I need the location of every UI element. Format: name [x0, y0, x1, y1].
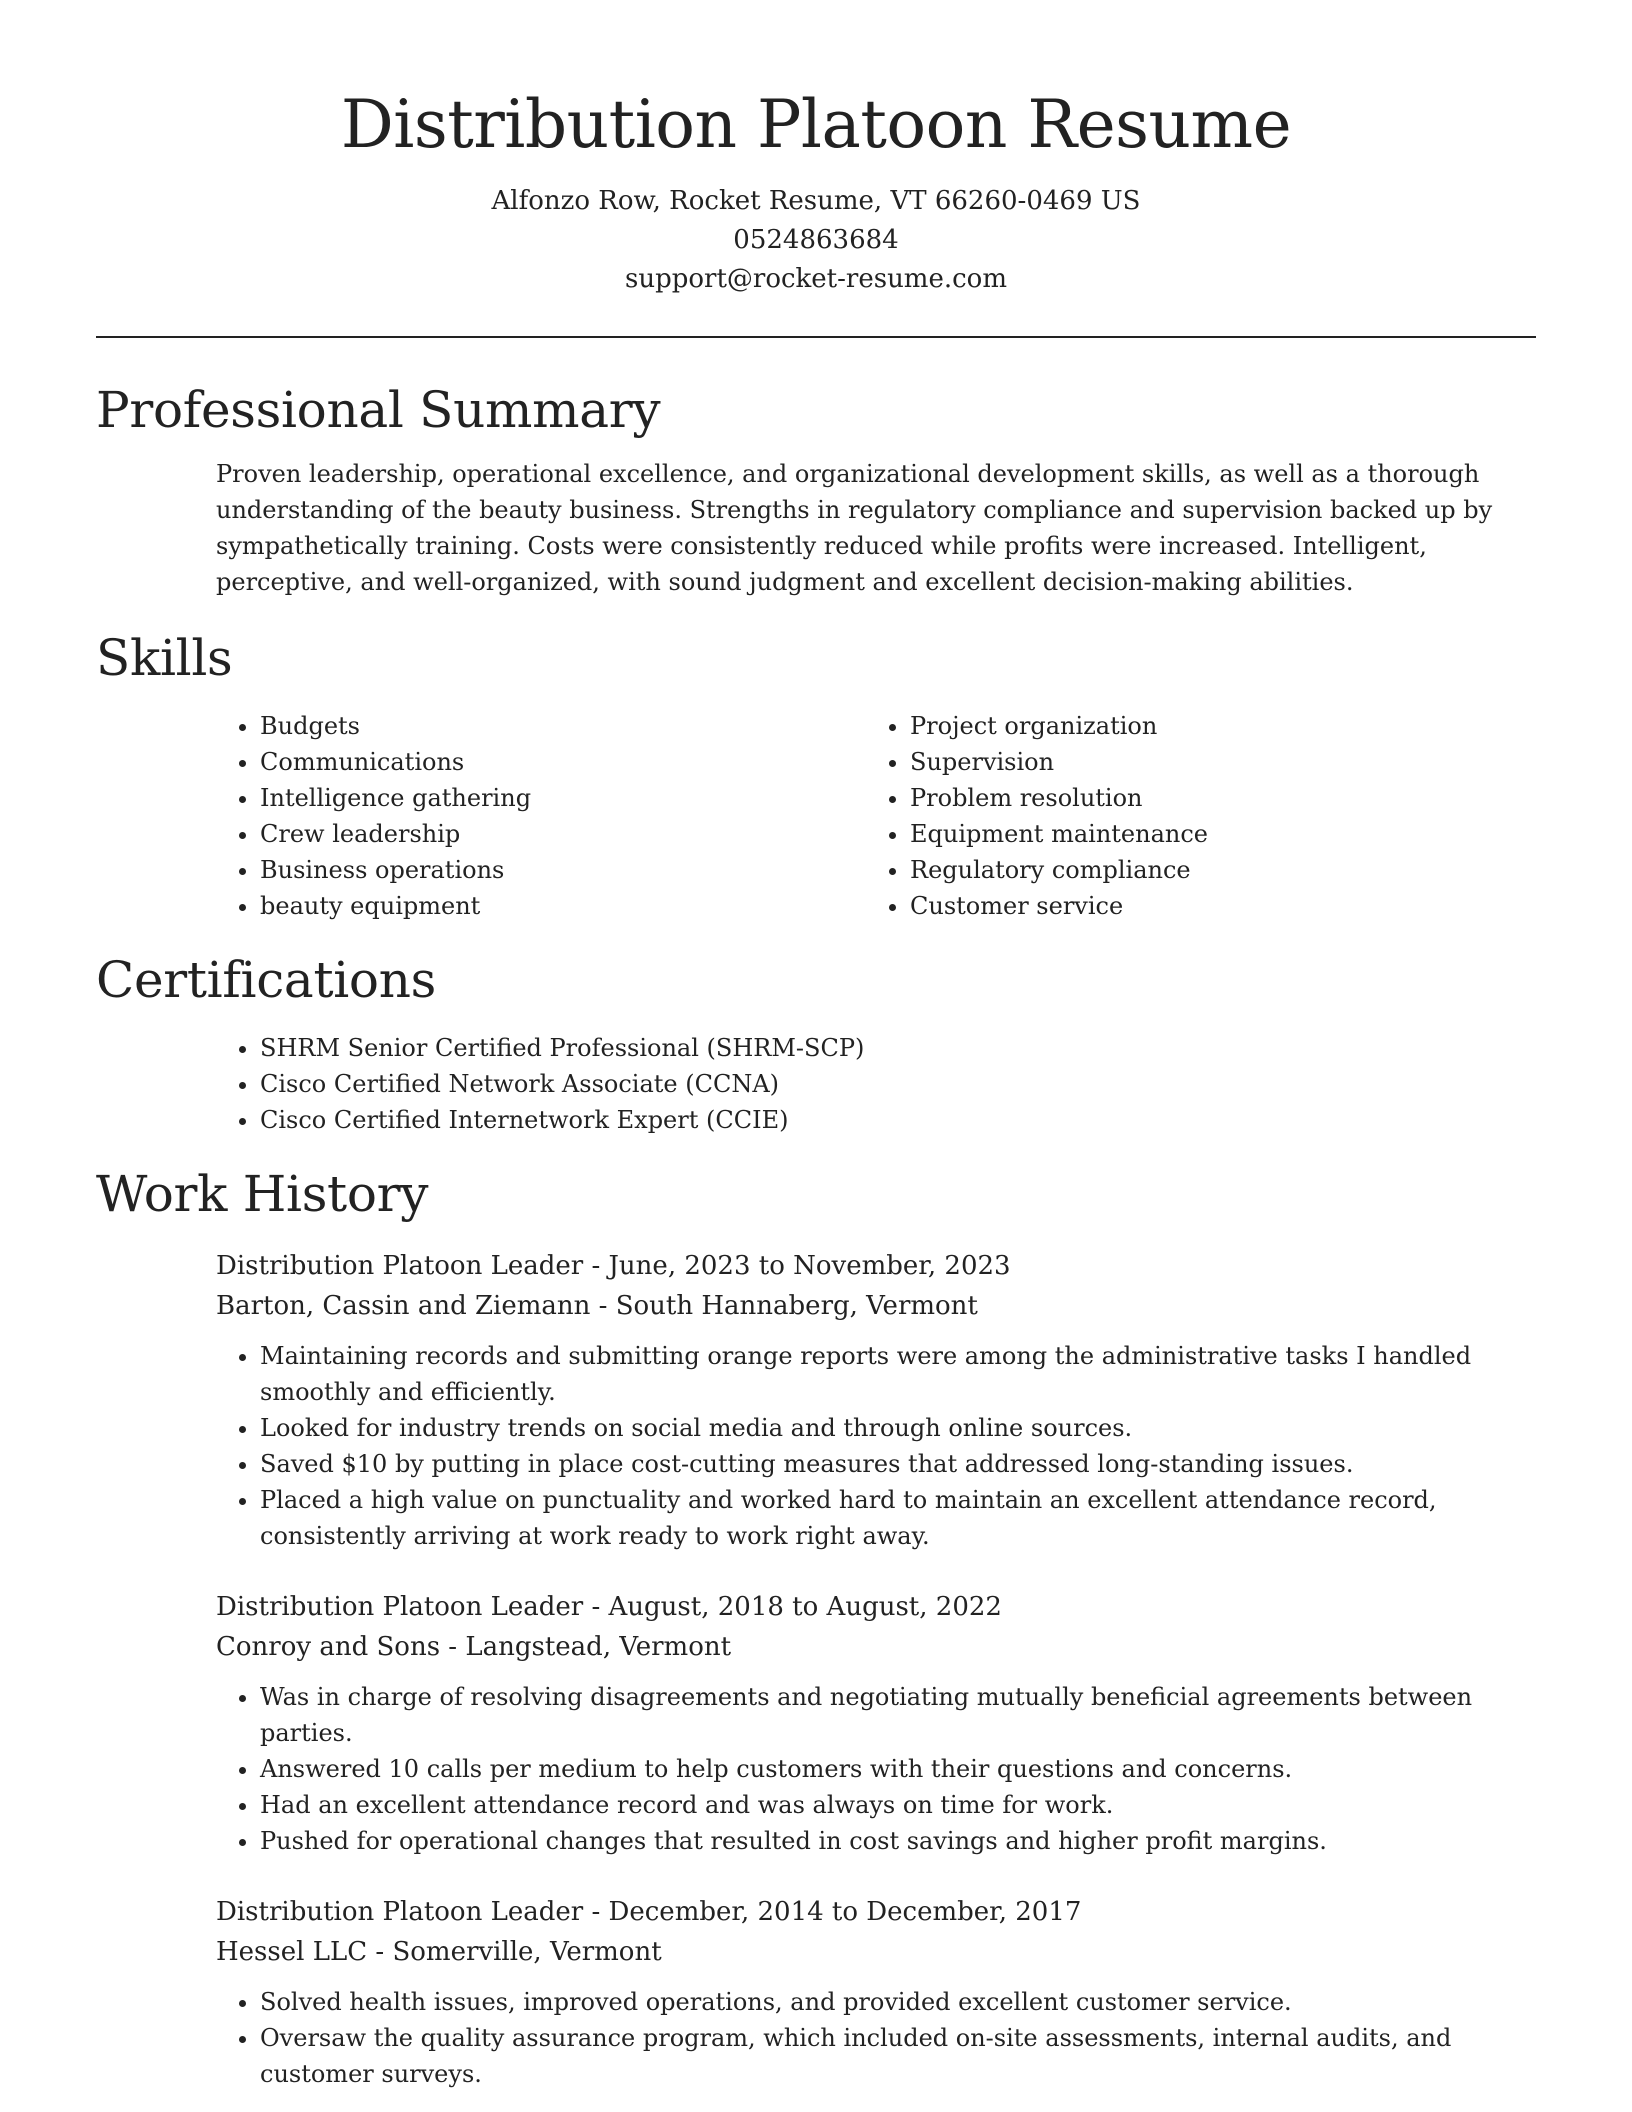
- job-bullets: [216, 1679, 1536, 1859]
- skills-column-right: [866, 708, 1516, 924]
- contact-block: [96, 182, 1536, 299]
- certification-item: • Cisco Certified Network Associate (CCNA): [260, 1066, 1536, 1102]
- certifications-list: [216, 1030, 1536, 1138]
- resume-page: [96, 0, 1536, 2092]
- certifications-heading: Certifications: [96, 951, 436, 1009]
- skills-column-left: [216, 708, 866, 924]
- skill-item: • Project organization: [910, 708, 1516, 744]
- contact-phone: 0524863684: [733, 225, 899, 255]
- skills-heading: Skills: [96, 629, 233, 687]
- job-bullet: • Had an excellent attendance record and was always on time for work.: [260, 1787, 1536, 1823]
- job-entry: [216, 1587, 1536, 1859]
- job-bullet: • Saved $10 by putting in place cost-cutting measures that addressed long-standing issues.: [260, 1446, 1536, 1482]
- job-bullet: • Pushed for operational changes that resulted in cost savings and higher profit margins.: [260, 1823, 1536, 1859]
- summary-text: Proven leadership, operational excellence, and organizational development skills, as well as a thorough understanding of the beauty business. Strengths in regulatory compliance and supervision backed up by sympathetically training. Costs were consistently reduced while profits were increased. Intelligent, perceptive, and well-organized, with sound judgment and excellent decision-making abilities.: [216, 460, 1493, 596]
- job-company-line: Conroy and Sons - Langstead, Vermont: [216, 1632, 732, 1662]
- certification-item: • SHRM Senior Certified Professional (SHRM-SCP): [260, 1030, 1536, 1066]
- contact-address: Alfonzo Row, Rocket Resume, VT 66260-0469 US: [491, 186, 1141, 216]
- skill-item: • Regulatory compliance: [910, 852, 1516, 888]
- job-bullet: • Placed a high value on punctuality and worked hard to maintain an excellent attendance record, consistently arriving at work ready to work right away.: [260, 1482, 1536, 1554]
- skill-item: • Crew leadership: [260, 816, 866, 852]
- skill-item: • Business operations: [260, 852, 866, 888]
- skill-item: • beauty equipment: [260, 888, 866, 924]
- skill-item: • Intelligence gathering: [260, 780, 866, 816]
- job-bullets: [216, 1338, 1536, 1554]
- skill-item: • Customer service: [910, 888, 1516, 924]
- job-title-line: Distribution Platoon Leader - December, 2014 to December, 2017: [216, 1897, 1082, 1927]
- job-entry: [216, 1892, 1536, 2092]
- job-bullet: • Solved health issues, improved operations, and provided excellent customer service.: [260, 1984, 1536, 2020]
- resume-title: Distribution Platoon Resume: [340, 86, 1292, 163]
- job-bullets: [216, 1984, 1536, 2092]
- summary-heading: Professional Summary: [96, 381, 661, 439]
- skill-item: • Budgets: [260, 708, 866, 744]
- job-company-line: Barton, Cassin and Ziemann - South Hannaberg, Vermont: [216, 1291, 978, 1321]
- job-bullet: • Answered 10 calls per medium to help customers with their questions and concerns.: [260, 1751, 1536, 1787]
- skill-item: • Problem resolution: [910, 780, 1516, 816]
- job-bullet: • Oversaw the quality assurance program, which included on-site assessments, internal audits, and customer surveys.: [260, 2020, 1536, 2092]
- contact-email: support@rocket-resume.com: [624, 264, 1007, 294]
- job-bullet: • Looked for industry trends on social media and through online sources.: [260, 1410, 1536, 1446]
- skill-item: • Equipment maintenance: [910, 816, 1516, 852]
- job-company-line: Hessel LLC - Somerville, Vermont: [216, 1937, 662, 1967]
- skill-item: • Supervision: [910, 744, 1516, 780]
- work-history-heading: Work History: [96, 1165, 429, 1223]
- certification-item: • Cisco Certified Internetwork Expert (CCIE): [260, 1102, 1536, 1138]
- resume-header: [96, 0, 1536, 299]
- skills-list: [216, 708, 1536, 924]
- job-title-line: Distribution Platoon Leader - August, 2018 to August, 2022: [216, 1592, 1002, 1622]
- job-title-line: Distribution Platoon Leader - June, 2023 to November, 2023: [216, 1251, 1011, 1281]
- job-bullet: • Maintaining records and submitting orange reports were among the administrative tasks I handled smoothly and efficiently.: [260, 1338, 1536, 1410]
- skill-item: • Communications: [260, 744, 866, 780]
- job-bullet: • Was in charge of resolving disagreements and negotiating mutually beneficial agreements between parties.: [260, 1679, 1536, 1751]
- job-entry: [216, 1246, 1536, 1554]
- header-divider: [96, 336, 1536, 338]
